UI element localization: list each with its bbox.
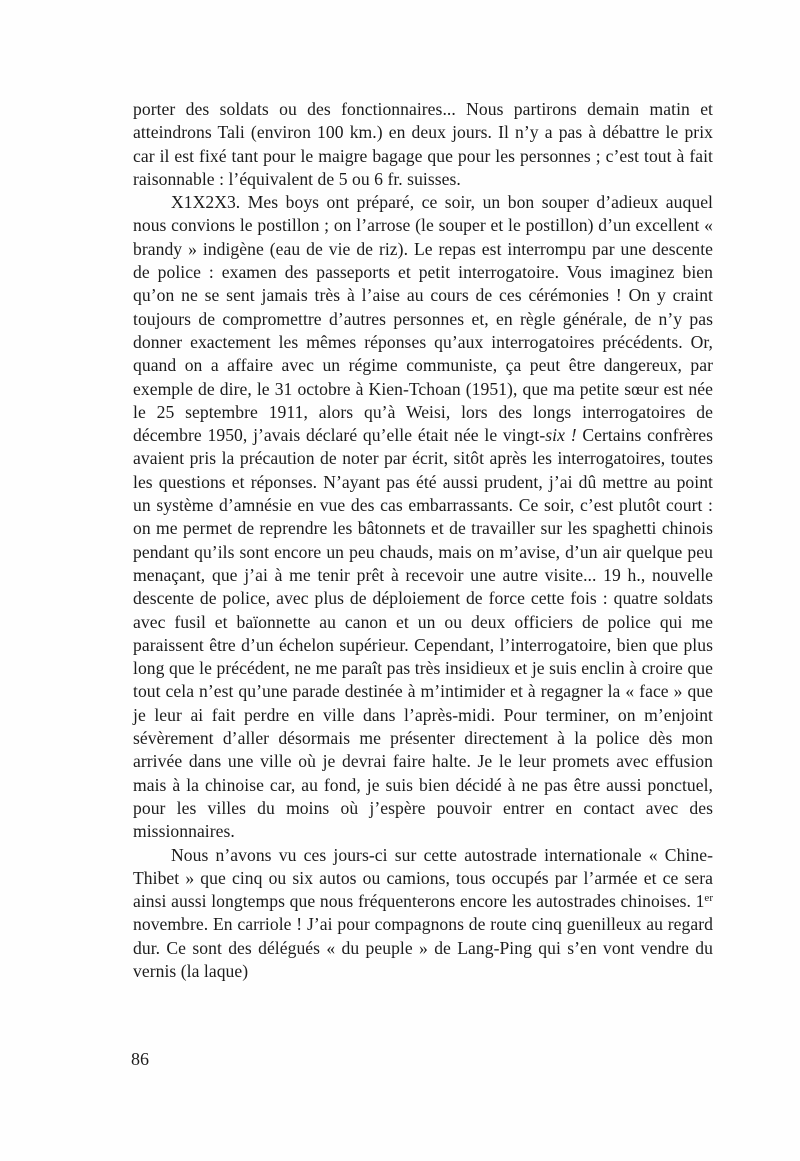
superscript-text-run: er <box>704 892 713 905</box>
paragraph <box>133 98 713 191</box>
text-run: porter des soldats ou des fonctionnaires... Nous partirons demain matin et atteindrons Tali (environ 100 km.) en deux jours. Il n’y a pas à débattre le prix car il est fixé tant pour le maigre bagage que pour les personnes ; c’est tout à fait raisonnable : l’équivalent de 5 ou 6 fr. suisses. <box>133 99 713 189</box>
page-number: 86 <box>131 1049 149 1069</box>
paragraph <box>133 191 713 843</box>
text-run: Nous n’avons vu ces jours-ci sur cette autostrade internationale « Chine-Thibet » que cinq ou six autos ou camions, tous occupés par l’armée et ce sera ainsi aussi longtemps que nous fréquenterons encore les autostrades chinoises. 1 <box>133 844 713 912</box>
text-run: Certains confrères avaient pris la précaution de noter par écrit, sitôt après les interrogatoires, toutes les questions et réponses. N’ayant pas été aussi prudent, j’ai dû mettre au point un système d’amnésie en vue des cas embarrassants. Ce soir, c’est plutôt court : on me permet de reprendre les bâtonnets et de travailler sur les spaghetti chinois pendant qu’ils sont encore un peu chauds, mais on m’avise, d’un air quelque peu menaçant, que j’ai à me tenir prêt à recevoir une autre visite... 19 h., nouvelle descente de police, avec plus de déploiement de force cette fois : quatre soldats avec fusil et baïonnette au canon et un ou deux officiers de police qui me paraissent être d’un échelon supérieur. Cependant, l’interrogatoire, bien que plus long que le précédent, ne me paraît pas très insidieux et je suis enclin à croire que tout cela n’est qu’une parade destinée à m’intimider et à regagner la « face » que je leur ai fait perdre en ville dans l’après-midi. Pour terminer, on m’enjoint sévèrement d’aller désormais me présenter directement à la police dès mon arrivée dans une ville où je devrai faire halte. Je le leur promets avec effusion mais à la chinoise car, au fond, je suis bien décidé à ne pas être aussi ponctuel, pour les villes du moins où j’espère pouvoir entrer en contact avec des missionnaires. <box>133 425 713 842</box>
italic-text-run: six ! <box>545 425 577 446</box>
paragraph <box>133 844 713 984</box>
text-run: X1X2X3. Mes boys ont préparé, ce soir, un bon souper d’adieux auquel nous convions le postillon ; on l’arrose (le souper et le postillon) d’un excellent « brandy » indigène (eau de vie de riz). Le repas est interrompu par une descente de police : examen des passeports et petit interrogatoire. Vous imaginez bien qu’on ne se sent jamais très à l’aise au cours de ces cérémonies ! On y craint toujours de compromettre d’autres personnes et, en règle générale, de n’y pas donner exactement les mêmes réponses qu’aux interrogatoires précédents. Or, quand on a affaire avec un régime communiste, ça peut être dangereux, par exemple de dire, le 31 octobre à Kien-Tchoan (1951), que ma petite sœur est née le 25 septembre 1911, alors qu’à Weisi, lors des longs interrogatoires de décembre 1950, j’avais déclaré qu’elle était née le vingt- <box>133 192 713 446</box>
text-run: novembre. En carriole ! J’ai pour compagnons de route cinq guenilleux au regard dur. Ce sont des délégués « du peuple » de Lang-Ping qui s’en vont vendre du vernis (la laque) <box>133 914 713 981</box>
body-text <box>133 98 713 983</box>
